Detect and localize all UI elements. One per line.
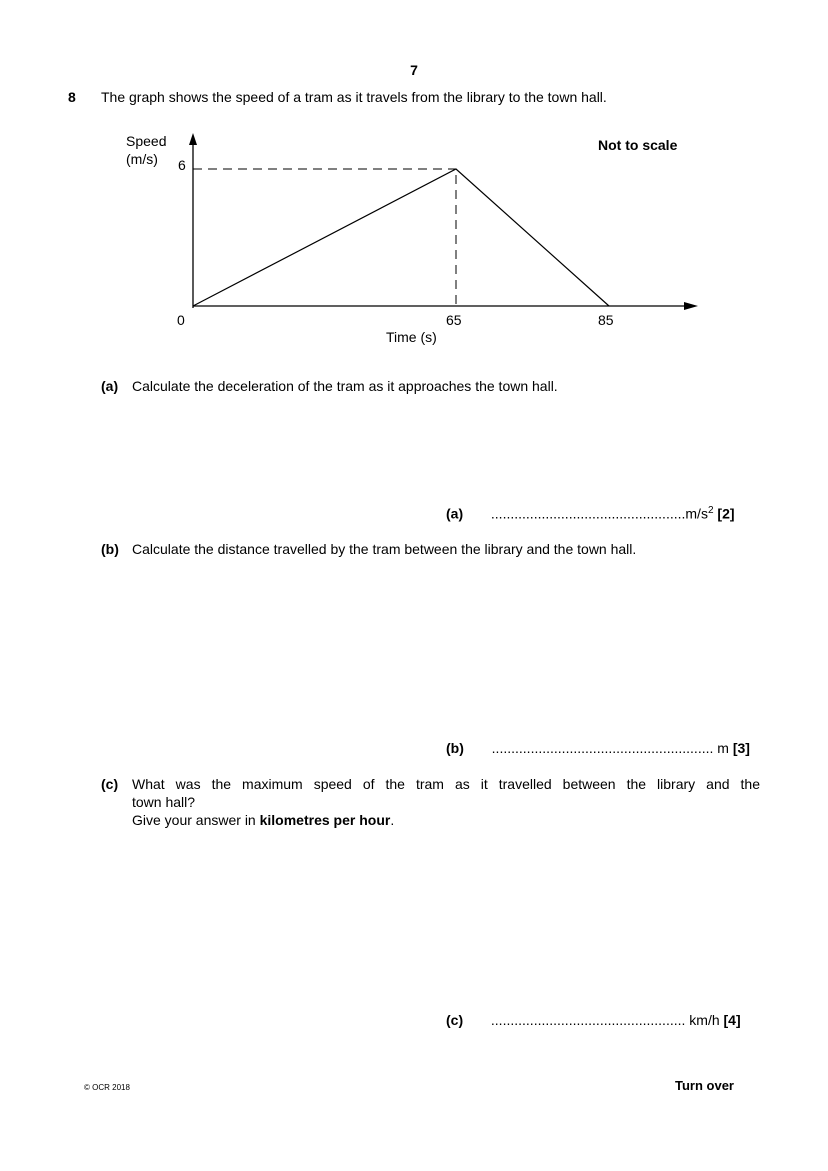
x-tick-label-65: 65 (446, 312, 462, 328)
part-a-answer-dots[interactable]: .................................................. (490, 505, 686, 522)
part-a-text: Calculate the deceleration of the tram as it approaches the town hall. (132, 378, 558, 394)
part-a-unit-sup: 2 (707, 505, 714, 516)
part-c-marks: [4] (723, 1012, 741, 1028)
part-a-unit: m/s (685, 505, 708, 522)
part-c-answer-line (446, 1012, 741, 1028)
part-b-answer-dots[interactable]: ......................................................... (491, 740, 714, 756)
speed-line (193, 169, 609, 306)
part-c-answer-dots[interactable]: .................................................. (490, 1012, 686, 1028)
x-axis-label: Time (s) (386, 329, 437, 345)
not-to-scale-note: Not to scale (598, 137, 678, 153)
y-axis-label-line1: Speed (126, 133, 167, 149)
part-b-unit: m (717, 740, 729, 756)
part-b-answer-label: (b) (446, 740, 464, 756)
part-c-unit: km/h (689, 1012, 720, 1028)
part-b-label: (b) (101, 541, 119, 557)
part-c-answer-label: (c) (446, 1012, 464, 1028)
y-axis-arrow (189, 133, 197, 145)
question-text: The graph shows the speed of a tram as it travels from the library to the town hall. (101, 89, 607, 105)
part-a-answer-line (446, 505, 735, 522)
y-axis-label-line2: (m/s) (126, 151, 158, 167)
part-c-text-line2: town hall? (132, 794, 196, 810)
part-c-instruction-suffix: . (390, 812, 395, 828)
part-b-text: Calculate the distance travelled by the tram between the library and the town hall. (132, 541, 637, 557)
part-b-marks: [3] (732, 740, 750, 756)
y-tick-label-6: 6 (178, 157, 186, 173)
x-tick-label-0: 0 (177, 312, 185, 328)
part-b-answer-line (446, 740, 750, 756)
x-axis-arrow (684, 302, 698, 310)
part-c-instruction-bold: kilometres per hour (259, 812, 391, 828)
question-number: 8 (68, 89, 76, 105)
page-number: 7 (410, 62, 418, 78)
part-c-instruction (132, 812, 394, 828)
speed-time-graph (100, 125, 710, 350)
copyright-footer: © OCR 2018 (84, 1083, 130, 1092)
x-tick-label-85: 85 (598, 312, 614, 328)
part-c-label: (c) (101, 776, 119, 792)
part-a-answer-label: (a) (446, 505, 464, 522)
part-c-instruction-prefix: Give your answer in (132, 812, 260, 828)
turn-over-footer: Turn over (675, 1078, 734, 1093)
part-a-label: (a) (101, 378, 119, 394)
part-a-marks: [2] (717, 505, 735, 522)
part-c-text-line1: What was the maximum speed of the tram as it travelled between the library and the (132, 776, 760, 792)
